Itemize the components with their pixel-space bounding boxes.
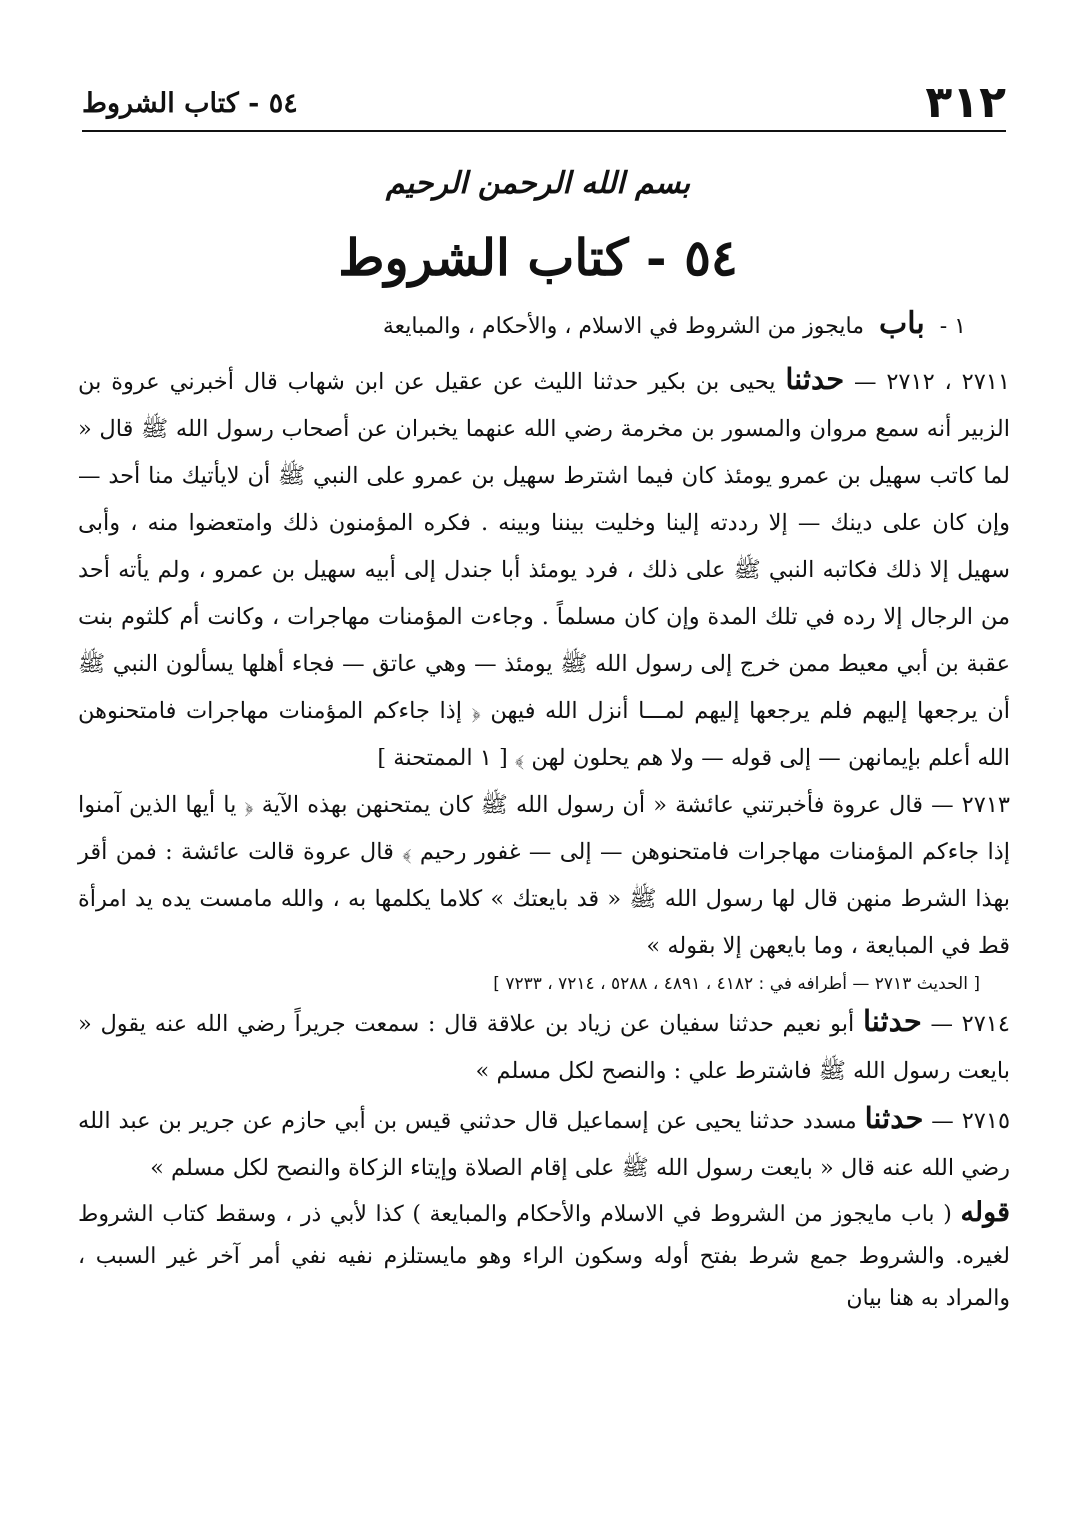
- hadith-text: أبو نعيم حدثنا سفيان عن زياد بن علاقة قال : سمعت جريراً رضي الله عنه يقول « بايعت رسول الله ﷺ فاشترط علي : والنصح لكل مسلم »: [78, 1011, 1010, 1084]
- hadith-paragraph: [78, 998, 1010, 1095]
- hadith-paragraph: [78, 782, 1010, 970]
- running-title: ٥٤ - كتاب الشروط: [82, 88, 298, 119]
- hadith-number: ٢٧١١ ، ٢٧١٢ —: [854, 369, 1010, 395]
- commentary-paragraph: [78, 1192, 1010, 1320]
- page-number: ٣١٢: [925, 77, 1006, 128]
- chapter-heading: [120, 306, 966, 345]
- haddathana-label: حدثنا: [785, 362, 845, 396]
- hadith-paragraph: [78, 356, 1010, 782]
- hadith-number: ٢٧١٣ —: [931, 792, 1010, 818]
- book-title: ٥٤ - كتاب الشروط: [338, 228, 738, 287]
- haddathana-label: حدثنا: [864, 1101, 924, 1135]
- bab-label: باب: [879, 306, 925, 341]
- hadith-text: يحيى بن بكير حدثنا الليث عن عقيل عن ابن شهاب قال أخبرني عروة بن الزبير أنه سمع مروان والمسور بن مخرمة رضي الله عنهما يخبران عن أصحاب رسول الله ﷺ قال « لما كاتب سهيل بن عمرو يومئذ كان فيما اشترط سهيل بن عمرو على النبي ﷺ أن لايأتيك منا أحد — وإن كان على دينك — إلا رددته إلينا وخليت بيننا وبينه . فكره المؤمنون ذلك وامتعضوا منه ، وأبى سهيل إلا ذلك فكاتبه النبي ﷺ على ذلك ، فرد يومئذ أبا جندل إلى أبيه سهيل بن عمرو ، ولم يأته أحد من الرجال إلا رده في تلك المدة وإن كان مسلماً . وجاءت المؤمنات مهاجرات ، وكانت أم كلثوم بنت عقبة بن أبي معيط ممن خرج إلى رسول الله ﷺ يومئذ — وهي عاتق — فجاء أهلها يسألون النبي ﷺ أن يرجعها إليهم فلم يرجعها إليهم لمـــا أنزل الله فيهن ﴿ إذا جاءكم المؤمنات مهاجرات فامتحنوهن الله أعلم بإيمانهن — إلى قوله — ولا هم يحلون لهن ﴾ [ ١ الممتحنة ]: [78, 369, 1010, 771]
- basmala: بسم الله الرحمن الرحيم: [385, 166, 691, 201]
- commentary-text: ( باب مايجوز من الشروط في الاسلام والأحكام والمبايعة ) كذا لأبي ذر ، وسقط كتاب الشروط لغيره. والشروط جمع شرط بفتح أوله وسكون الراء وهو مايستلزم نفيه نفي أمر آخر غير السبب ، والمراد به هنا بيان: [78, 1202, 1010, 1311]
- chapter-title: مايجوز من الشروط في الاسلام ، والأحكام ، والمبايعة: [382, 314, 864, 339]
- hadith-references: [ الحديث ٢٧١٣ — أطرافه في : ٤١٨٢ ، ٤٨٩١ ، ٥٢٨٨ ، ٧٢١٤ ، ٧٢٣٣ ]: [493, 974, 980, 994]
- body-text: [78, 356, 1010, 1320]
- hadith-text: قال عروة فأخبرتني عائشة « أن رسول الله ﷺ كان يمتحنهن بهذه الآية ﴿ يا أيها الذين آمنوا إذا جاءكم المؤمنات مهاجرات فامتحنوهن — إلى — غفور رحيم ﴾ قال عروة قالت عائشة : فمن أقر بهذا الشرط منهن قال لها رسول الله ﷺ « قد بايعتك » كلاما يكلمها به ، والله مامست يده يد امرأة قط في المبايعة ، وما بايعهن إلا بقوله »: [78, 792, 1010, 959]
- hadith-paragraph: [78, 1095, 1010, 1192]
- hadith-text: مسدد حدثنا يحيى عن إسماعيل قال حدثني قيس بن أبي حازم عن جرير بن عبد الله رضي الله عنه قال « بايعت رسول الله ﷺ على إقام الصلاة وإيتاء الزكاة والنصح لكل مسلم »: [78, 1108, 1010, 1181]
- hadith-number: ٢٧١٤ —: [930, 1011, 1010, 1037]
- haddathana-label: حدثنا: [862, 1004, 922, 1038]
- qawluhu-label: قوله: [960, 1197, 1010, 1228]
- running-head: [82, 77, 1006, 132]
- chapter-number: ١ -: [939, 314, 966, 339]
- hadith-number: ٢٧١٥ —: [931, 1108, 1011, 1134]
